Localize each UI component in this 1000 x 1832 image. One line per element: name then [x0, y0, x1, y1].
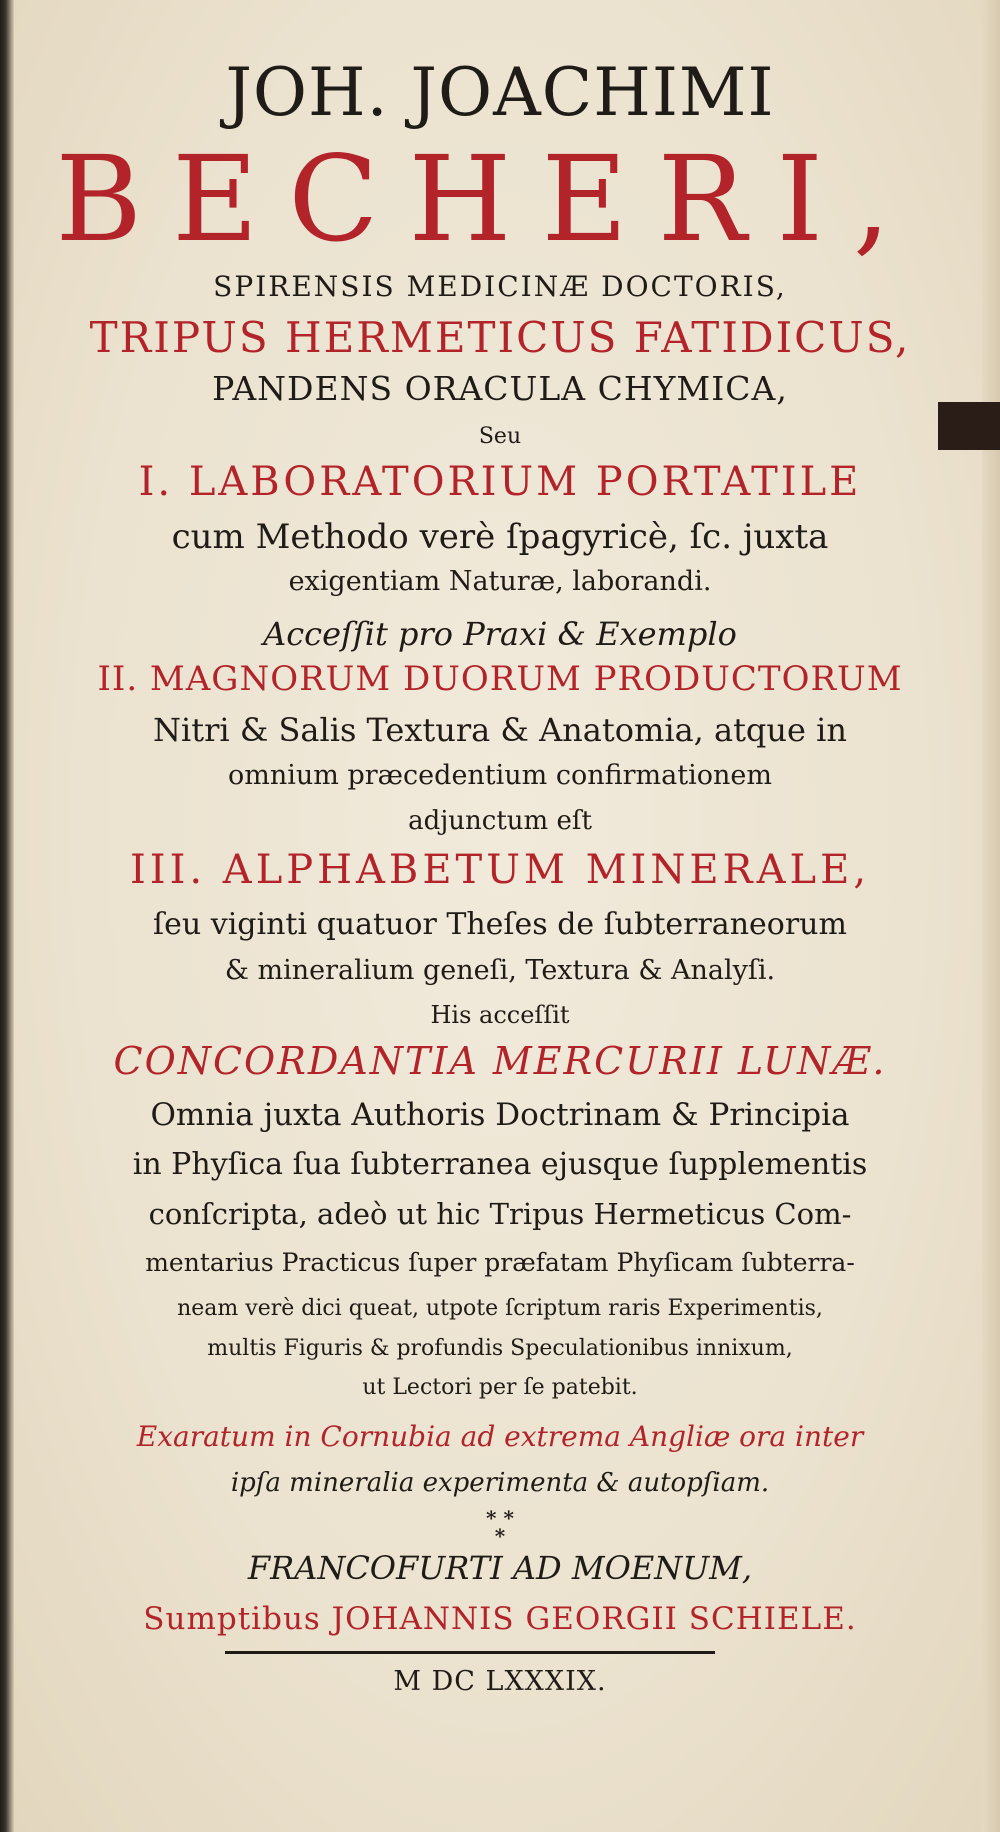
work-subtitle: PANDENS ORACULA CHYMICA, — [212, 369, 788, 408]
imprint-publisher: Sumptibus JOHANNIS GEORGII SCHIELE. — [143, 1601, 857, 1637]
ornament-star-bottom: * — [494, 1524, 506, 1548]
part-three-line-1: ſeu viginti quatuor Theſes de ſubterraneorum — [153, 907, 847, 942]
body-line-4: mentarius Practicus ſuper præfatam Phyſicam ſubterra- — [145, 1248, 855, 1277]
part-three-line-2: & mineralium geneſi, Textura & Analyſi. — [224, 955, 776, 986]
part-three-heading: III. ALPHABETUM MINERALE, — [129, 847, 871, 893]
part-two-line-3: adjunctum eſt — [408, 806, 592, 836]
body-line-3: conſcripta, adeò ut hic Tripus Hermeticus Com- — [148, 1197, 852, 1231]
imprint-place: FRANCOFURTI AD MOENUM, — [247, 1549, 753, 1587]
part-two-line-1: Nitri & Salis Textura & Anatomia, atque in — [153, 711, 847, 749]
body-line-6: multis Figuris & profundis Speculationibus innixum, — [207, 1336, 793, 1361]
concordantia-heading: CONCORDANTIA MERCURII LUNÆ. — [113, 1039, 887, 1083]
his-accessit: His acceſſit — [430, 1001, 570, 1029]
exaratum-line: Exaratum in Cornubia ad extrema Angliæ ora inter — [136, 1420, 864, 1453]
imprint-date: M DC LXXXIX. — [393, 1666, 607, 1697]
imprint-rule — [225, 1651, 715, 1654]
part-one-heading: I. LABORATORIUM PORTATILE — [138, 459, 862, 505]
body-line-2: in Phyſica ſua ſubterranea ejusque ſupplementis — [132, 1147, 868, 1182]
part-one-line-1: cum Methodo verè ſpagyricè, ſc. juxta — [171, 517, 829, 557]
work-title: TRIPUS HERMETICUS FATIDICUS, — [89, 313, 911, 362]
accessit-line: Acceſſit pro Praxi & Exemplo — [263, 615, 737, 653]
body-line-5: neam verè dici queat, utpote ſcriptum raris Experimentis, — [177, 1296, 823, 1321]
body-line-1: Omnia juxta Authoris Doctrinam & Principia — [150, 1097, 850, 1133]
exaratum-line-2: ipſa mineralia experimenta & autopſiam. — [230, 1468, 770, 1498]
conjunction-seu: Seu — [478, 424, 522, 449]
ornament-stars-top: * * — [486, 1506, 514, 1530]
body-line-7: ut Lectori per ſe patebit. — [362, 1375, 638, 1400]
part-two-line-2: omnium præcedentium confirmationem — [228, 760, 772, 791]
author-forename: JOH. JOACHIMI — [225, 54, 775, 131]
part-two-heading: II. MAGNORUM DUORUM PRODUCTORUM — [97, 659, 903, 699]
author-title: SPIRENSIS MEDICINÆ DOCTORIS, — [213, 270, 787, 303]
part-one-line-2: exigentiam Naturæ, laborandi. — [288, 566, 712, 597]
author-surname: BECHERI, — [55, 130, 921, 268]
